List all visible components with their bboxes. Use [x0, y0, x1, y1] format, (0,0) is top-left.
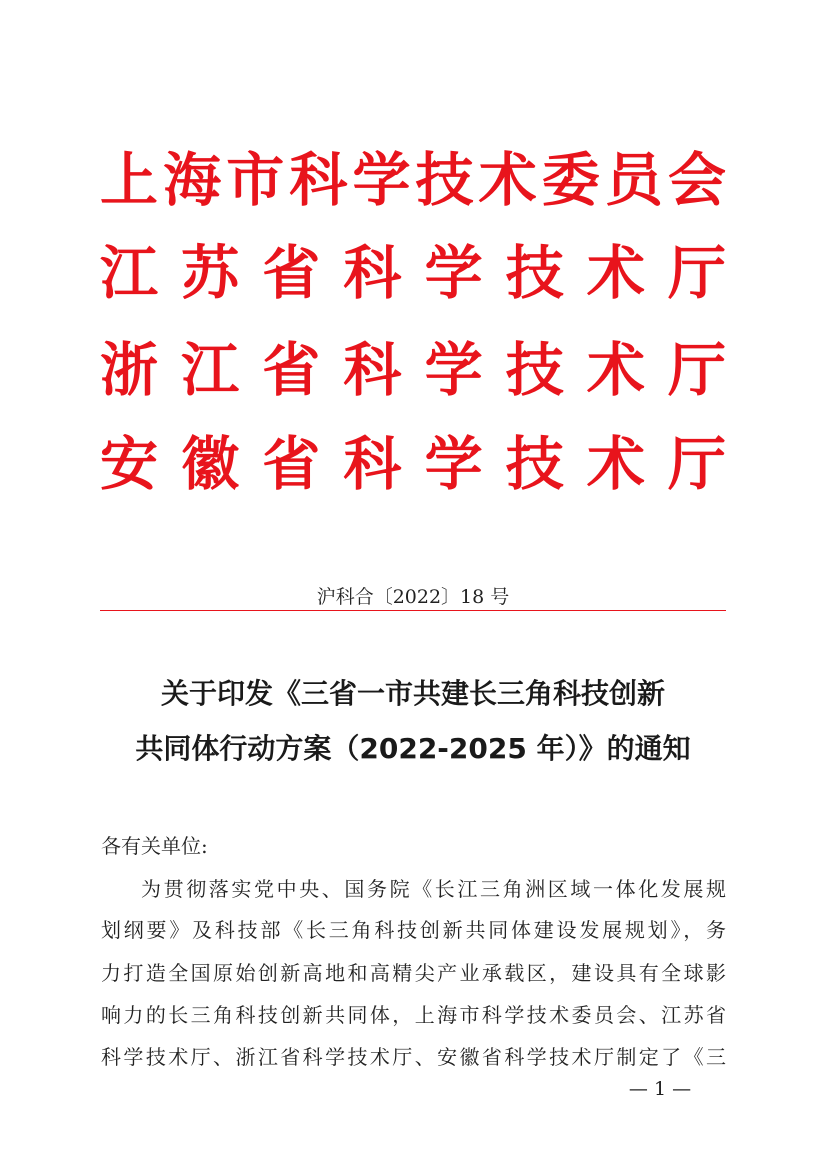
page-number: — 1 — [628, 1078, 692, 1100]
issuer-char: 技 [505, 336, 564, 404]
body-text-line: 为贯彻落实党中央、国务院《长江三角洲区域一体化发展规 [141, 877, 726, 901]
issuer-char: 学 [424, 336, 483, 404]
salutation: 各有关单位: [101, 834, 208, 858]
issuer-char: 安 [100, 430, 159, 498]
issuer-char: 术 [586, 239, 645, 307]
document-number: 沪科合〔2022〕18 号 [316, 586, 510, 608]
issuer-char: 会 [667, 146, 726, 214]
issuer-char: 厅 [667, 336, 726, 404]
issuer-char: 市 [226, 146, 285, 214]
issuer-char: 科 [343, 336, 402, 404]
issuer-name-zhejiang [100, 338, 726, 402]
document-title-line-2: 共同体行动方案（2022-2025 年）》的通知 [135, 732, 691, 765]
issuer-char: 厅 [667, 239, 726, 307]
body-text-line: 力打造全国原始创新高地和高精尖产业承载区，建设具有全球影 [101, 961, 726, 985]
red-divider [100, 610, 726, 611]
body-text-line: 科学技术厅、浙江省科学技术厅、安徽省科学技术厅制定了《三 [101, 1045, 726, 1069]
document-title-line-1: 关于印发《三省一市共建长三角科技创新 [160, 677, 665, 710]
issuer-char: 科 [343, 239, 402, 307]
issuer-char: 徽 [181, 430, 240, 498]
issuer-char: 苏 [181, 239, 240, 307]
issuer-name-anhui [100, 432, 726, 496]
issuer-char: 学 [424, 239, 483, 307]
issuer-char: 技 [505, 430, 564, 498]
issuer-char: 技 [505, 239, 564, 307]
issuer-name-jiangsu [100, 241, 726, 305]
issuer-char: 委 [541, 146, 600, 214]
issuer-char: 技 [415, 146, 474, 214]
issuer-char: 术 [586, 430, 645, 498]
issuer-char: 科 [343, 430, 402, 498]
body-text-line: 划纲要》及科技部《长三角科技创新共同体建设发展规划》，务 [101, 918, 726, 942]
issuer-char: 术 [586, 336, 645, 404]
issuer-char: 术 [478, 146, 537, 214]
issuer-char: 江 [181, 336, 240, 404]
issuer-char: 省 [262, 336, 321, 404]
issuer-char: 江 [100, 239, 159, 307]
issuer-name-shanghai [100, 148, 726, 212]
issuer-char: 学 [424, 430, 483, 498]
issuer-char: 浙 [100, 336, 159, 404]
body-text-line: 响力的长三角科技创新共同体，上海市科学技术委员会、江苏省 [101, 1003, 726, 1027]
issuer-char: 学 [352, 146, 411, 214]
issuer-char: 上 [100, 146, 159, 214]
issuer-char: 员 [604, 146, 663, 214]
issuer-char: 省 [262, 430, 321, 498]
issuer-char: 厅 [667, 430, 726, 498]
issuer-char: 科 [289, 146, 348, 214]
issuer-char: 省 [262, 239, 321, 307]
issuer-char: 海 [163, 146, 222, 214]
